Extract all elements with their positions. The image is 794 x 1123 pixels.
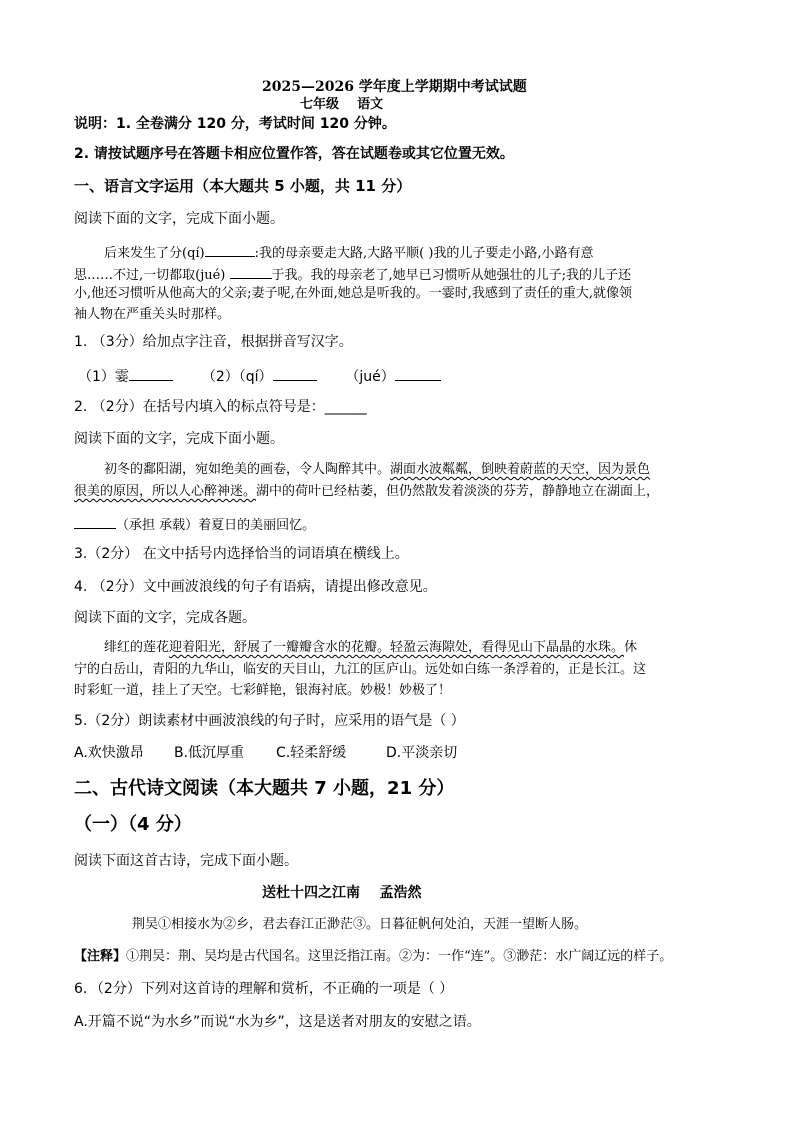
answer-blank[interactable]: [205, 242, 255, 257]
question-3: 3.（2分） 在文中括号内选择恰当的词语填在横线上。: [74, 546, 409, 562]
passage-line: [74, 264, 631, 285]
passage-line: [104, 639, 637, 657]
passage-line: [74, 514, 315, 535]
question-5-options: [74, 744, 457, 762]
passage-text: 休: [624, 640, 638, 655]
wavy-sentence: 湖面水波粼粼，倒映着蔚蓝的天空，因为景色: [390, 462, 651, 477]
wavy-sentence: 很美的原因，所以人心醉神迷。: [74, 484, 257, 499]
passage-text: 于我。我的母亲老了,她早已习惯听从她强壮的儿子;我的儿子还: [271, 268, 632, 283]
passage-line: 宁的白岳山，青阳的九华山，临安的天目山，九江的匡庐山。远处如白练一条浮着的，正是长江。这: [74, 662, 647, 677]
answer-blank[interactable]: [395, 366, 441, 381]
passage-text: 初冬的鄱阳湖，宛如绝美的画卷，令人陶醉其中。: [104, 462, 391, 477]
question-2: 2. （2分）在括号内填入的标点符号是：______: [74, 399, 367, 415]
passage-line: 袖人物在严重关头时那样。: [74, 307, 231, 322]
passage-line: 时彩虹一道，挂上了天空。七彩鲜艳，银海衬底。妙极！妙极了！: [74, 683, 452, 698]
poem-line: 荆吴①相接水为②乡，君去春江正渺茫③。日暮征帆何处泊，天涯一望断人肠。: [132, 917, 588, 932]
poem-annotation: [74, 948, 672, 966]
passage-text: 湖中的荷叶已经枯萎，但仍然散发着淡淡的芬芳，静静地立在湖面上，: [256, 484, 660, 499]
passage-text: :我的母亲要走大路,大路平顺( )我的儿子要走小路,小路有意: [254, 246, 594, 261]
passage-line: [74, 483, 659, 501]
reading-instruction: 阅读下面的文字，完成下面小题。: [74, 431, 284, 447]
reading-instruction: 阅读下面这首古诗，完成下面小题。: [74, 853, 298, 869]
answer-blank[interactable]: [230, 264, 272, 279]
page-subtitle: 七年级 语文: [300, 97, 384, 112]
reading-instruction: 阅读下面的文字，完成下面小题。: [74, 211, 284, 227]
page-title: 2025—2026 学年度上学期期中考试试题: [262, 79, 527, 95]
blank-label: （2）（qí）: [201, 369, 273, 385]
wavy-sentence: 迎着阳光，舒展了一瓣瓣含水的花瓣。轻盈云海隙处，看得见山下晶晶的水珠。: [169, 640, 625, 655]
passage-line: [104, 461, 650, 479]
option-a[interactable]: A.欢快激昂: [74, 745, 144, 761]
question-6-option-a[interactable]: A.开篇不说“为水乡”而说“水为乡”，这是送者对朋友的安慰之语。: [74, 1014, 481, 1030]
answer-blank[interactable]: [273, 366, 317, 381]
section-heading-1: 一、语言文字运用（本大题共 5 小题，共 11 分）: [74, 177, 412, 195]
option-c[interactable]: C.轻柔舒缓: [276, 745, 347, 761]
question-5: 5.（2分）朗读素材中画波浪线的句子时，应采用的语气是（ ）: [74, 713, 465, 729]
annotation-label: 【注释】: [74, 949, 127, 964]
passage-line: 小,他还习惯听从他高大的父亲;妻子呢,在外面,她总是听我的。一霎时,我感到了责任的重大,就像领: [74, 286, 633, 301]
annotation-text: ①荆吴：荆、吴均是古代国名。这里泛指江南。②为：一作“连”。③渺茫：水广阔辽远的样子。: [126, 949, 673, 964]
blank-label: （jué）: [345, 369, 395, 385]
reading-instruction: 阅读下面的文字，完成各题。: [74, 610, 256, 626]
option-d[interactable]: D.平淡亲切: [386, 745, 458, 761]
subsection-heading: （一）（4 分）: [74, 814, 192, 835]
section-heading-2: 二、古代诗文阅读（本大题共 7 小题，21 分）: [74, 778, 455, 799]
poem-title: 送杜十四之江南 孟浩然: [262, 885, 422, 901]
question-1-blanks: [78, 366, 441, 386]
passage-text: 思……不过,一切都取(jué): [74, 268, 230, 283]
option-b[interactable]: B.低沉厚重: [174, 745, 245, 761]
passage-text: 绯红的莲花: [104, 640, 170, 655]
exam-note-2: 2. 请按试题序号在答题卡相应位置作答，答在试题卷或其它位置无效。: [74, 146, 514, 162]
answer-blank[interactable]: [129, 366, 173, 381]
blank-label: （1）霎: [78, 369, 129, 385]
question-4: 4. （2分）文中画波浪线的句子有语病，请提出修改意见。: [74, 579, 437, 595]
passage-text: （承担 承载）着夏日的美丽回忆。: [116, 518, 316, 533]
question-6: 6．（2分）下列对这首诗的理解和赏析，不正确的一项是（ ）: [74, 981, 454, 997]
question-1: 1. （3分）给加点字注音，根据拼音写汉字。: [74, 334, 353, 350]
passage-line: [104, 242, 594, 263]
exam-note-1: 说明：1. 全卷满分 120 分，考试时间 120 分钟。: [74, 116, 396, 132]
answer-blank[interactable]: [74, 514, 116, 529]
passage-text: 后来发生了分(qí): [104, 246, 205, 261]
